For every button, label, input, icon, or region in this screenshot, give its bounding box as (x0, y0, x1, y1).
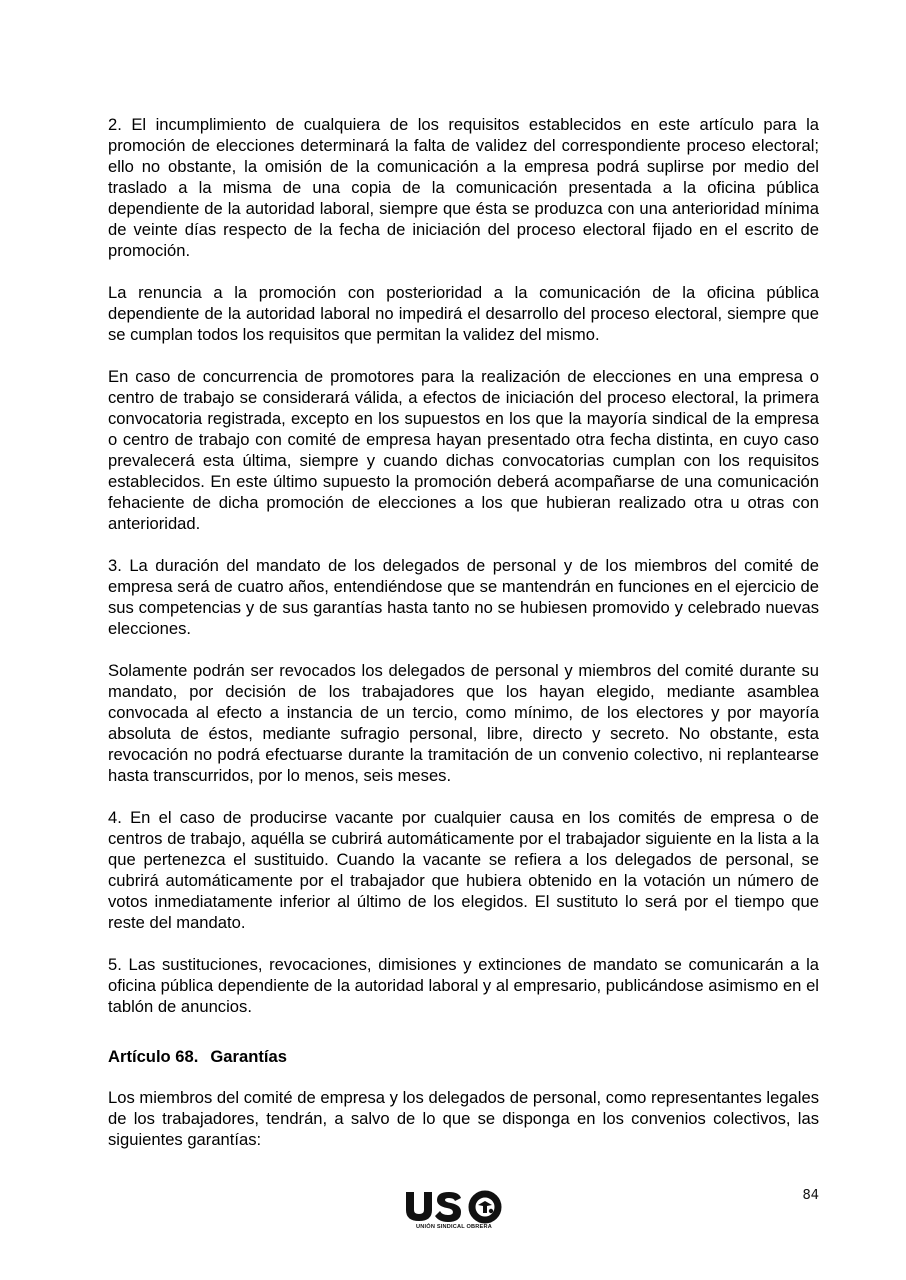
paragraph: 4. En el caso de producirse vacante por cualquier causa en los comités de empresa o de centros de trabajo, aquélla se cubrirá automáticamente por el trabajador siguiente en la lista a la que pertenezca el sustituido. Cuando la vacante se refiera a los delegados de personal, se cubrirá automáticamente por el trabajador que hubiera obtenido en la votación un número de votos inmediatamente inferior al último de los elegidos. El sustituto lo será por el tiempo que reste del mandato. (108, 808, 819, 932)
paragraph: En caso de concurrencia de promotores para la realización de elecciones en una empresa o centro de trabajo se considerará válida, a efectos de iniciación del proceso electoral, la primera convocatoria registrada, excepto en los supuestos en los que la mayoría sindical de la empresa o centro de trabajo con comité de empresa hayan presentado otra fecha distinta, en cuyo caso prevalecerá esta última, siempre y cuando dichas convocatorias cumplan con los requisitos establecidos. En este último supuesto la promoción deberá acompañarse de una comunicación fehaciente de dicha promoción de elecciones a los que hubieran realizado otra u otras con anterioridad. (108, 367, 819, 533)
uso-logo (403, 1189, 505, 1239)
paragraph: Los miembros del comité de empresa y los delegados de personal, como representantes legales de los trabajadores, tendrán, a salvo de lo que se disponga en los convenios colectivos, las siguientes garantías: (108, 1088, 819, 1149)
paragraph: La renuncia a la promoción con posterioridad a la comunicación de la oficina pública dependiente de la autoridad laboral no impedirá el desarrollo del proceso electoral, siempre que se cumplan todos los requisitos que permitan la validez del mismo. (108, 283, 819, 344)
page-number: 84 (802, 1188, 819, 1203)
paragraph: 5. Las sustituciones, revocaciones, dimisiones y extinciones de mandato se comunicarán a la oficina pública dependiente de la autoridad laboral y al empresario, publicándose asimismo en el tablón de anuncios. (108, 955, 819, 1016)
article-heading (108, 1046, 819, 1067)
logo-caption: UNIÓN SINDICAL OBRERA (416, 1224, 492, 1230)
article-title: Garantías (210, 1047, 287, 1066)
paragraph: 2. El incumplimiento de cualquiera de los requisitos establecidos en este artículo para la promoción de elecciones determinará la falta de validez del correspondiente proceso electoral; ello no obstante, la omisión de la comunicación a la empresa podrá suplirse por medio del traslado a la misma de una copia de la comunicación presentada a la oficina pública dependiente de la autoridad laboral, siempre que ésta se produzca con una anterioridad mínima de veinte días respecto de la fecha de iniciación del proceso electoral fijado en el escrito de promoción. (108, 115, 819, 260)
article-number: Artículo 68. (108, 1047, 199, 1066)
paragraph: Solamente podrán ser revocados los delegados de personal y miembros del comité durante su mandato, por decisión de los trabajadores que los hayan elegido, mediante asamblea convocada al efecto a instancia de un tercio, como mínimo, de los electores y por mayoría absoluta de éstos, mediante sufragio personal, libre, directo y secreto. No obstante, esta revocación no podrá efectuarse durante la tramitación de un convenio colectivo, ni replantearse hasta transcurridos, por lo menos, seis meses. (108, 661, 819, 785)
uso-logo-icon (403, 1189, 505, 1225)
paragraph: 3. La duración del mandato de los delegados de personal y de los miembros del comité de empresa será de cuatro años, entendiéndose que se mantendrán en funciones en el ejercicio de sus competencias y de sus garantías hasta tanto no se hubiesen promovido y celebrado nuevas elecciones. (108, 556, 819, 638)
document-body (108, 114, 819, 1171)
